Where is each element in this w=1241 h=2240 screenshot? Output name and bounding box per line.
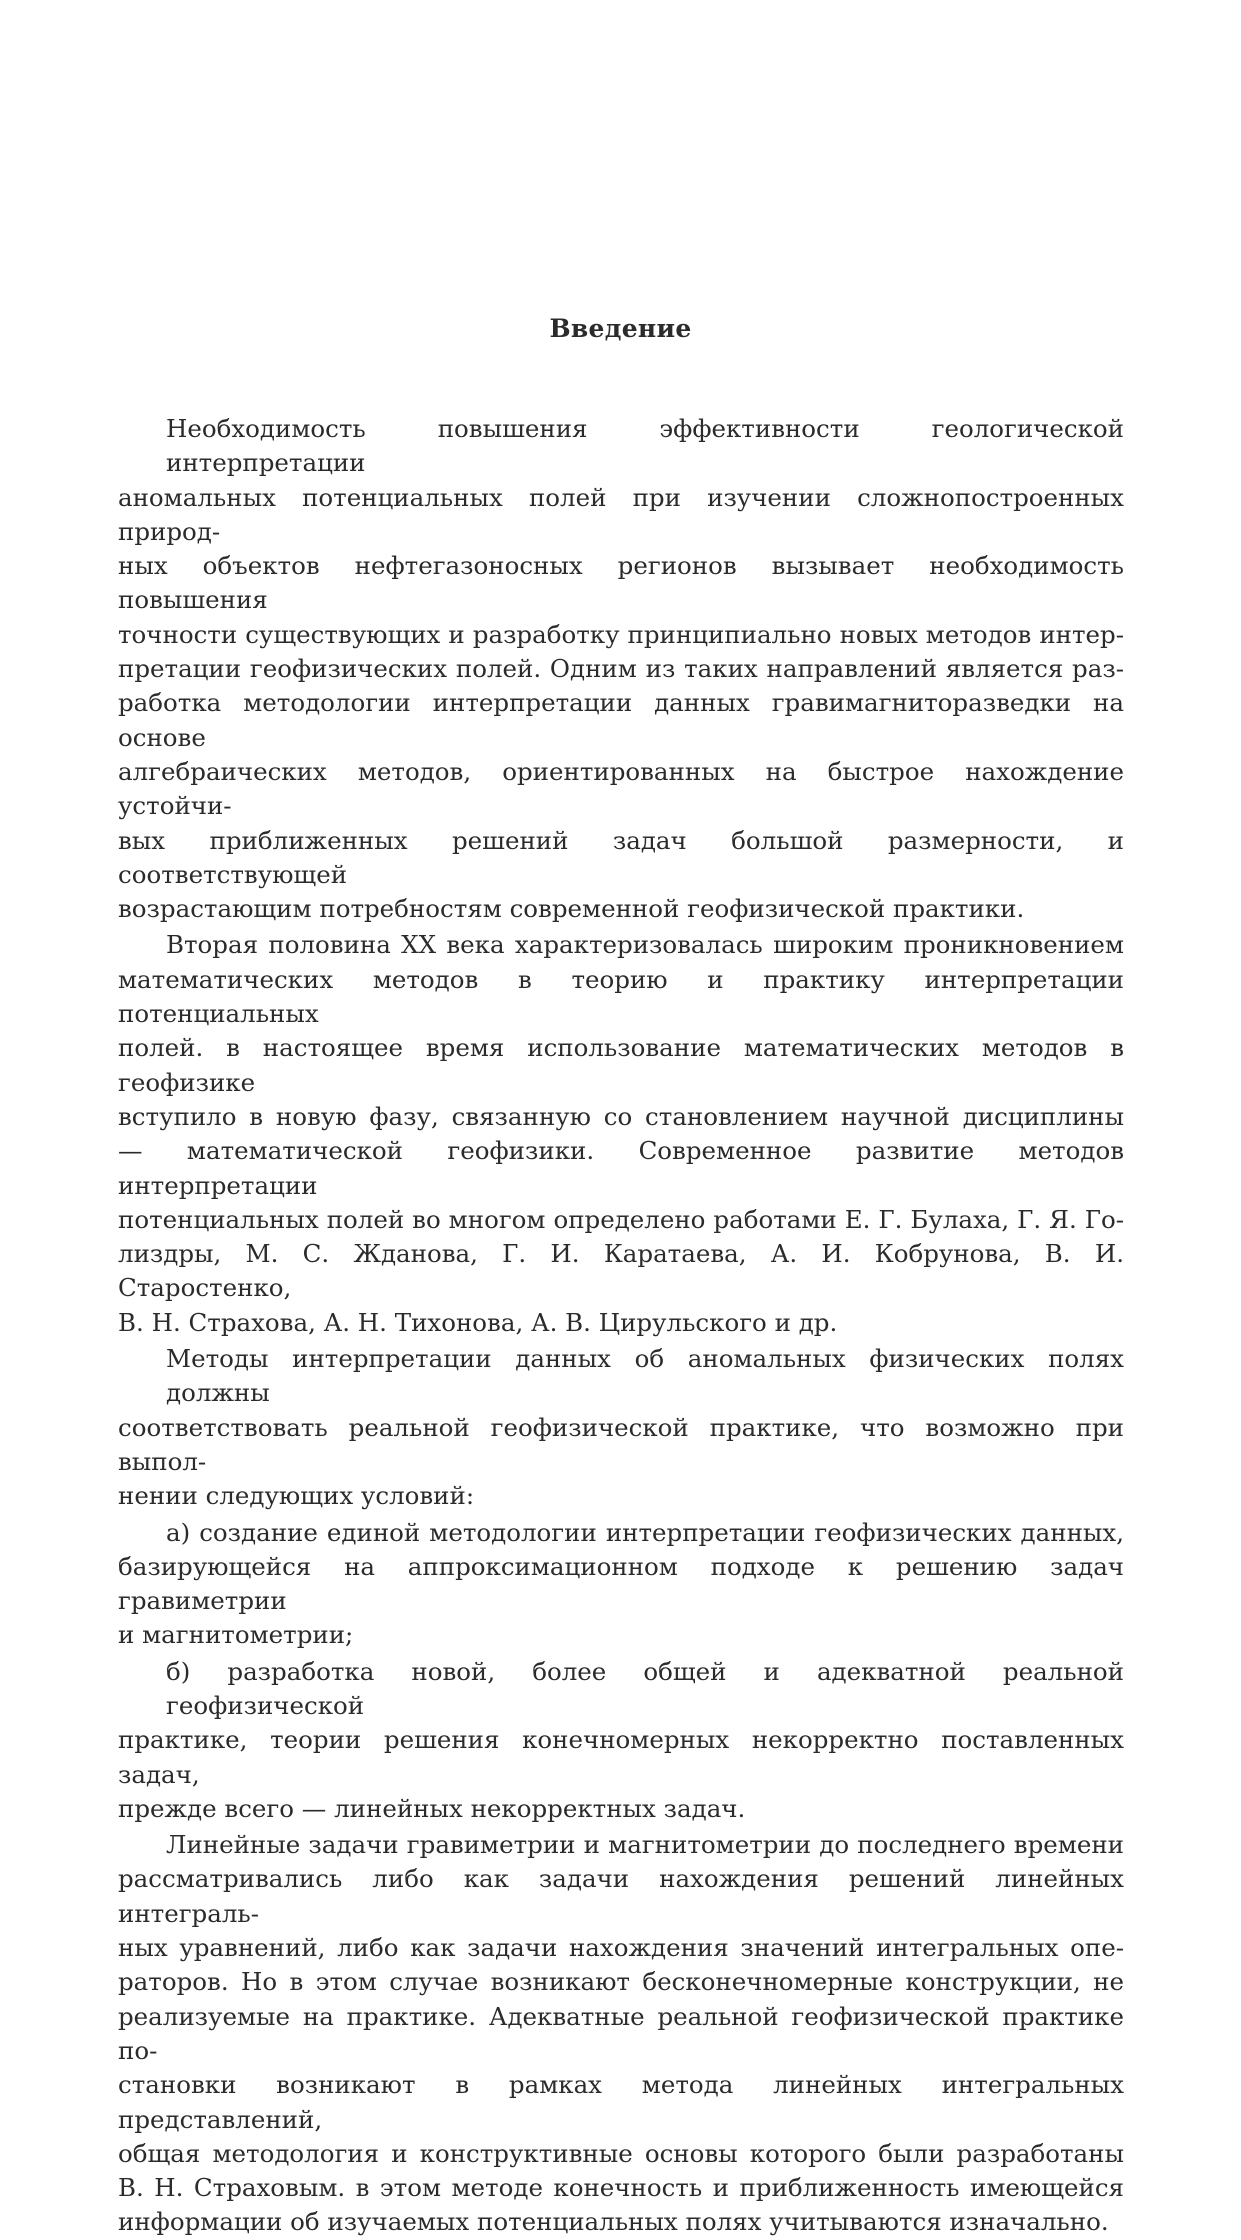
text-line: соответствовать реальной геофизической практике, что возможно при выпол- [118,1412,1124,1476]
text-line: общая методология и конструктивные основы которого были разработаны [118,2138,1124,2168]
text-line: возрастающим потребностям современной геофизической практики. [118,894,1025,924]
text-line: ных объектов нефтегазоносных регионов вызывает необходимость повышения [118,551,1124,615]
text-line: В. Н. Страховым. в этом методе конечность и приближенность имеющейся [118,2173,1124,2203]
text-line: потенциальных полей во многом определено работами Е. Г. Булаха, Г. Я. Го- [118,1204,1124,1234]
text-line: Необходимость повышения эффективности геологической интерпретации [166,414,1124,478]
text-line: вых приближенных решений задач большой размерности, и соответствующей [118,825,1124,889]
text-line: Вторая половина XX века характеризовалась широким проникновением [166,930,1124,960]
text-line: рассматривались либо как задачи нахождения решений линейных интеграль- [118,1864,1124,1928]
list-item-b [118,1655,1124,1826]
text-line: реализуемые на практике. Адекватные реальной геофизической практике по- [118,2001,1124,2065]
text-line: точности существующих и разработку принципиально новых методов интер- [118,619,1124,649]
text-line: базирующейся на аппроксимационном подходе к решению задач гравиметрии [118,1551,1124,1616]
text-line: практике, теории решения конечномерных некорректно поставленных задач, [118,1725,1124,1789]
text-line: ных уравнений, либо как задачи нахождения значений интегральных опе- [118,1933,1124,1963]
paragraph-2 [118,928,1124,1340]
text-line: алгебраических методов, ориентированных на быстрое нахождение устойчи- [118,756,1124,821]
text-line: лиздры, М. С. Жданова, Г. И. Каратаева, А. И. Кобрунова, В. И. Старостенко, [118,1239,1124,1303]
paragraph-6 [118,1828,1124,2240]
text-line: становки возникают в рамках метода линейных интегральных представлений, [118,2070,1124,2134]
text-line: В. Н. Страхова, А. Н. Тихонова, А. В. Цирульского и др. [118,1307,838,1337]
text-line: прежде всего — линейных некорректных задач. [118,1793,746,1823]
text-line: аномальных потенциальных полей при изучении сложнопостроенных природ- [118,482,1124,546]
text-line: информации об изучаемых потенциальных полях учитываются изначально. [118,2207,1109,2237]
text-line: работка методологии интерпретации данных гравимагниторазведки на основе [118,688,1124,752]
text-line: Линейные задачи гравиметрии и магнитометрии до последнего времени [166,1830,1124,1860]
paragraph-3 [118,1342,1124,1513]
text-line: раторов. Но в этом случае возникают бесконечномерные конструкции, не [118,1967,1124,1997]
text-line: и магнитометрии; [118,1620,354,1650]
text-line: а) создание единой методологии интерпретации геофизических данных, [166,1517,1124,1547]
text-line: — математической геофизики. Современное развитие методов интерпретации [118,1136,1124,1200]
text-line: математических методов в теорию и практику интерпретации потенциальных [118,964,1124,1029]
paragraph-1 [118,412,1124,926]
text-line: вступило в новую фазу, связанную со становлением научной дисциплины [118,1101,1124,1131]
list-item-a [118,1516,1124,1653]
page-title: Введение [549,314,692,343]
text-line: полей. в настоящее время использование математических методов в геофизике [118,1033,1124,1097]
text-line: б) разработка новой, более общей и адекватной реальной геофизической [166,1656,1124,1720]
text-line: нении следующих условий: [118,1481,475,1511]
body-text [118,412,1124,2240]
text-line: Методы интерпретации данных об аномальных физических полях должны [166,1344,1124,1408]
text-line: претации геофизических полей. Одним из таких направлений является раз- [118,654,1124,684]
